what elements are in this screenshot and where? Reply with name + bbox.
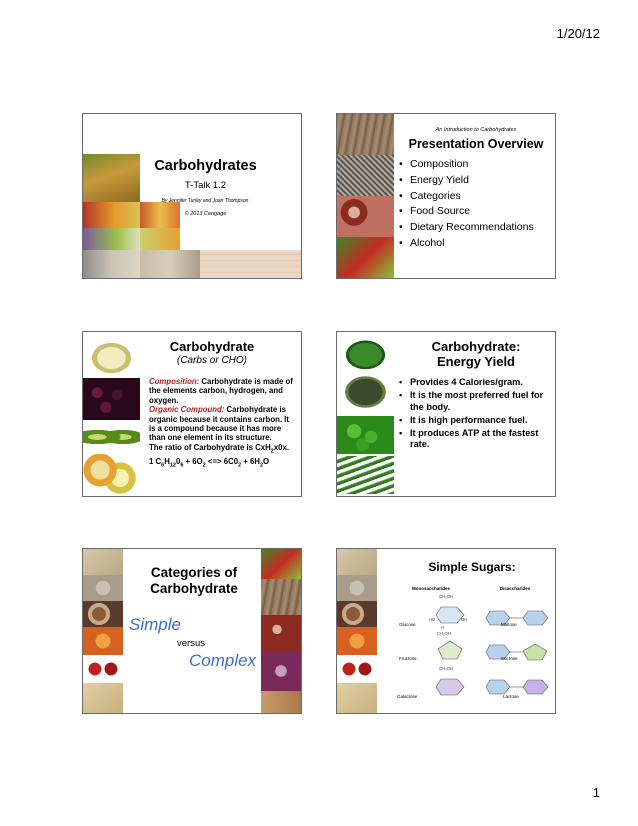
glucose-label: Glucose	[399, 622, 416, 627]
page-number: 1	[592, 785, 600, 800]
glucose-structure	[433, 603, 467, 627]
eq-part: + 6H	[241, 456, 260, 466]
fruit-image	[83, 202, 140, 228]
kiwi-image	[83, 424, 140, 450]
composition-label: Composition:	[149, 377, 200, 386]
composition-text: Carbohydrate is made of the elements carbon, hydrogen, and oxygen.	[149, 377, 293, 405]
slide-categories	[82, 548, 302, 714]
apple-image	[83, 336, 140, 376]
food-photo-strip	[83, 114, 140, 278]
h-label: H	[441, 625, 445, 630]
ratio-subscript: 2	[270, 448, 274, 455]
lactose-ring-2	[523, 680, 548, 694]
beans-image	[261, 615, 301, 651]
slide1-subtitle: T-Talk 1.2	[184, 180, 227, 191]
complex-label: Complex	[189, 651, 257, 670]
slide4-title-line1: Carbohydrate:	[431, 339, 521, 354]
eq-sub: 2	[202, 462, 206, 469]
eq-sub: 6	[180, 462, 184, 469]
slide1-authors: By Jennifer Turley and Joan Thompson	[161, 198, 249, 204]
extra-photo-row-2	[140, 228, 180, 250]
cookie-image	[337, 601, 377, 627]
col-disaccharides: Disaccharides	[499, 586, 531, 591]
beige-image	[337, 683, 377, 713]
slide-carbohydrate-composition	[82, 331, 302, 497]
food-photo-strip	[337, 332, 394, 496]
eq-part: 1 C	[149, 456, 162, 466]
eq-part: + 6O	[183, 456, 203, 466]
eq-part: O	[263, 456, 270, 466]
bread-image	[337, 114, 394, 155]
photosynthesis-equation	[149, 457, 297, 471]
organic-label: Organic Compound:	[149, 405, 225, 415]
composition-paragraph	[149, 377, 297, 405]
berries-image	[337, 655, 377, 683]
vegetable-image	[83, 228, 140, 250]
rice-cake-image	[337, 575, 377, 601]
maltose-ring-2	[523, 611, 548, 625]
energy-yield-list	[399, 377, 553, 451]
versus-label: versus	[177, 638, 205, 649]
lactose-ring-1	[486, 680, 510, 694]
grain-image	[83, 250, 140, 278]
slide3-title: Carbohydrate	[169, 339, 255, 354]
energy-yield-item: • It is high performance fuel.	[399, 415, 553, 426]
pepper-image	[261, 549, 301, 579]
ch2oh-label: CH₂OH	[439, 666, 453, 671]
slide-title	[82, 113, 302, 279]
ch2oh-label: CH₂OH	[439, 594, 453, 599]
citrus-image	[83, 454, 140, 494]
orange-image	[83, 627, 123, 655]
galactose-label: Galactose	[397, 694, 418, 699]
extra-photo-row-3	[140, 250, 200, 278]
ho-label: HO	[429, 617, 436, 622]
food-photo-strip	[337, 114, 394, 278]
cabbage-image	[261, 651, 301, 691]
rice-image	[337, 155, 394, 196]
berries-image	[83, 655, 123, 683]
grapes-image	[83, 378, 140, 420]
overview-item: • Categories	[399, 189, 553, 205]
energy-yield-item: • It produces ATP at the fastest rate.	[399, 428, 553, 451]
organic-paragraph	[149, 405, 297, 443]
galactose-structure	[433, 675, 467, 699]
broccoli-image	[337, 374, 394, 414]
slide2-title: Presentation Overview	[408, 137, 544, 151]
sucrose-label: Sucrose	[501, 656, 518, 661]
slide-overview	[336, 113, 556, 279]
fructose-ring	[438, 641, 462, 659]
energy-yield-item: • Provides 4 Calories/gram.	[399, 377, 553, 388]
beige-texture-image	[200, 250, 301, 278]
overview-item: • Alcohol	[399, 236, 553, 252]
food-photo-strip-left	[83, 549, 123, 713]
sucrose-ring-2	[523, 644, 547, 660]
page-date: 1/20/12	[556, 26, 600, 41]
col-monosaccharides: Monosaccharides	[411, 586, 450, 591]
ch2oh-label: CH₂OH	[437, 631, 451, 636]
fructose-label: Fructose	[399, 656, 417, 661]
eq-sub: 12	[169, 462, 176, 469]
overview-list	[399, 157, 553, 252]
slide-energy-yield	[336, 331, 556, 497]
grain-image	[83, 549, 123, 575]
eq-sub: 2	[238, 462, 242, 469]
pepper-image	[337, 237, 394, 278]
slide3-body	[149, 377, 297, 471]
beans-image	[337, 196, 394, 237]
beige-image	[83, 683, 123, 713]
eq-part: 0	[175, 456, 181, 466]
ratio-end: x0x.	[273, 442, 289, 452]
galactose-ring	[436, 679, 464, 695]
eq-part: <=> 6C0	[205, 456, 239, 466]
slide1-copyright: © 2013 Cengage	[184, 211, 227, 217]
maltose-structure	[485, 609, 549, 627]
green-beans-image	[337, 456, 394, 494]
overview-item: • Dietary Recommendations	[399, 220, 553, 236]
food-photo-strip	[83, 332, 140, 496]
slide6-title: Simple Sugars:	[428, 560, 516, 574]
orange-image	[337, 627, 377, 655]
overview-item: • Food Source	[399, 204, 553, 220]
peas-image	[337, 416, 394, 454]
cookie-image	[83, 601, 123, 627]
fructose-structure	[435, 639, 465, 661]
eq-sub: 6	[161, 462, 165, 469]
ratio-paragraph	[149, 443, 297, 457]
slide5-title-line2: Carbohydrate	[150, 581, 238, 596]
bread-image	[261, 579, 301, 615]
pineapple-image	[83, 154, 140, 202]
eq-sub: 2	[259, 462, 264, 469]
organic-text: Carbohydrate is organic because it contains carbon. It is a compound because it has more than one element in its structure.	[149, 405, 289, 443]
slide5-title-line1: Categories of	[150, 565, 238, 580]
ratio-text: The ratio of Carbohydrate is CxH	[149, 442, 271, 452]
simple-label: Simple	[129, 615, 181, 634]
eq-part: H	[164, 456, 170, 466]
green-pepper-image	[337, 334, 394, 372]
slide-simple-sugars	[336, 548, 556, 714]
slide2-kicker: An Introduction to Carbohydrates	[435, 127, 517, 133]
maltose-label: Maltose	[501, 622, 517, 627]
energy-yield-item: • It is the most preferred fuel for the body.	[399, 390, 553, 413]
slide4-title-line2: Energy Yield	[436, 354, 516, 369]
glucose-ring	[436, 607, 464, 623]
slide1-title: Carbohydrates	[154, 158, 257, 174]
food-photo-strip-right	[261, 549, 301, 713]
food-photo-strip	[337, 549, 377, 713]
overview-item: • Energy Yield	[399, 173, 553, 189]
lactose-label: Lactose	[503, 694, 519, 699]
bagel-image	[261, 691, 301, 713]
overview-item: • Composition	[399, 157, 553, 173]
oh-label: OH	[461, 617, 468, 622]
grain-image	[337, 549, 377, 575]
slide3-subtitle: (Carbs or CHO)	[176, 355, 247, 366]
rice-cake-image	[83, 575, 123, 601]
